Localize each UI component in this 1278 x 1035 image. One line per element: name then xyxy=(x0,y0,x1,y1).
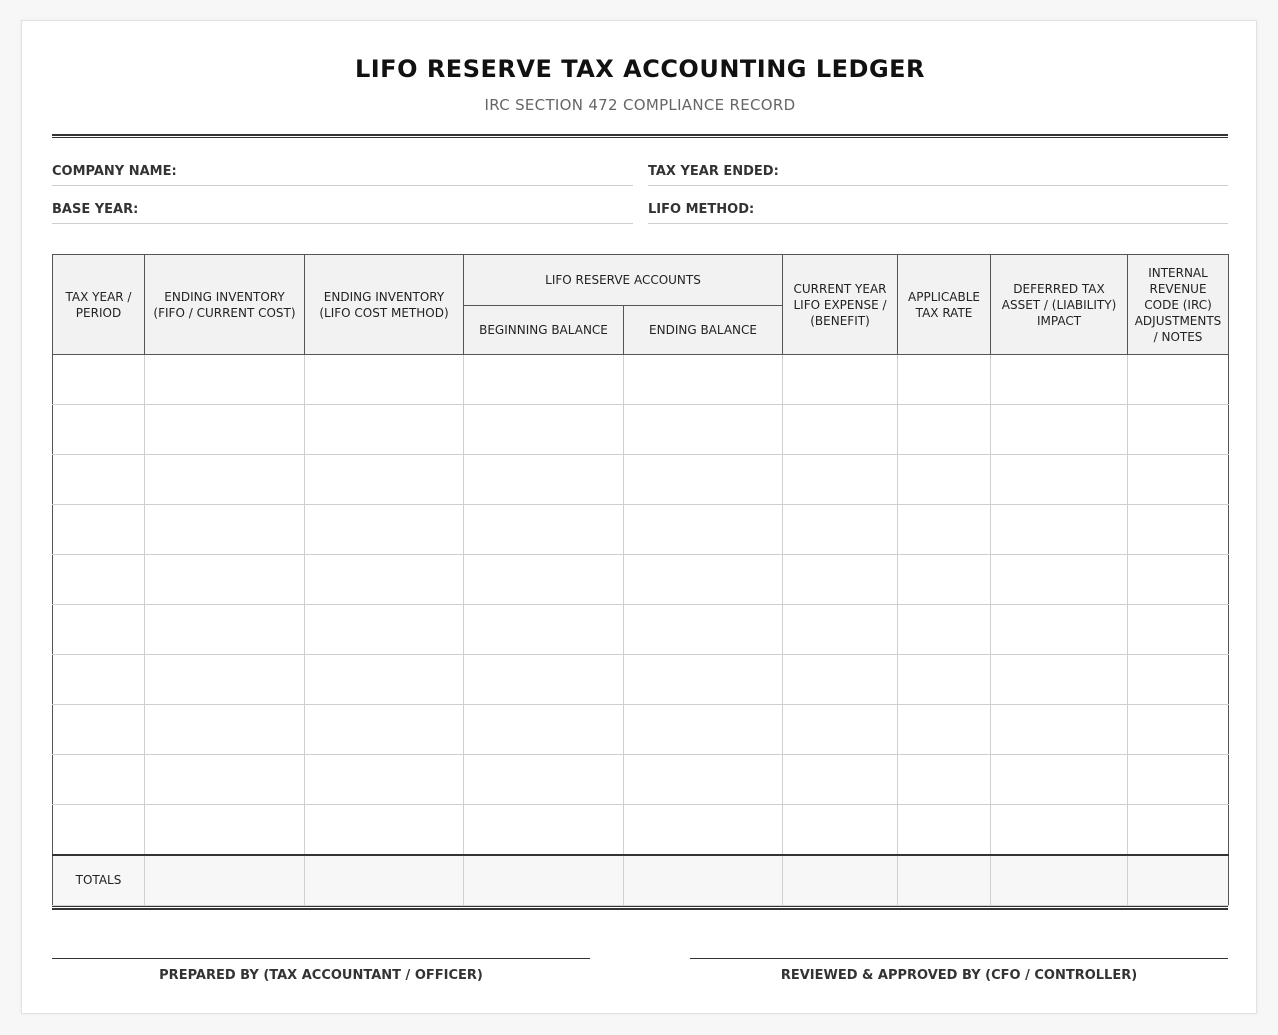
totals-row xyxy=(53,855,1229,906)
ledger-cell[interactable] xyxy=(1128,505,1229,555)
ledger-cell[interactable] xyxy=(783,755,898,805)
ledger-cell[interactable] xyxy=(783,405,898,455)
col-beginning-balance: BEGINNING BALANCE xyxy=(464,306,624,355)
tax-year-ended-label: TAX YEAR ENDED: xyxy=(648,164,779,179)
ledger-cell[interactable] xyxy=(624,805,783,855)
ledger-cell[interactable] xyxy=(898,605,991,655)
ledger-cell[interactable] xyxy=(991,355,1128,405)
ledger-cell[interactable] xyxy=(305,405,464,455)
ledger-cell[interactable] xyxy=(145,355,305,405)
ledger-cell[interactable] xyxy=(783,555,898,605)
ledger-cell[interactable] xyxy=(624,755,783,805)
ledger-cell[interactable] xyxy=(991,705,1128,755)
totals-cell[interactable] xyxy=(898,855,991,906)
ledger-cell[interactable] xyxy=(305,455,464,505)
ledger-table xyxy=(52,254,1229,906)
col-irc-notes: INTERNAL REVENUE CODE (IRC) ADJUSTMENTS / NOTES xyxy=(1128,255,1229,355)
ledger-cell[interactable] xyxy=(145,455,305,505)
page-title: LIFO RESERVE TAX ACCOUNTING LEDGER xyxy=(354,55,926,83)
ledger-cell[interactable] xyxy=(305,705,464,755)
ledger-cell[interactable] xyxy=(1128,405,1229,455)
table-row xyxy=(53,355,1229,405)
table-row xyxy=(53,505,1229,555)
totals-cell[interactable] xyxy=(464,855,624,906)
ledger-cell[interactable] xyxy=(624,555,783,605)
ledger-cell[interactable] xyxy=(53,705,145,755)
ledger-cell[interactable] xyxy=(991,555,1128,605)
prepared-by-signature[interactable]: PREPARED BY (TAX ACCOUNTANT / OFFICER) xyxy=(52,958,590,983)
totals-cell[interactable] xyxy=(624,855,783,906)
ledger-cell[interactable] xyxy=(53,755,145,805)
ledger-cell[interactable] xyxy=(53,355,145,405)
ledger-cell[interactable] xyxy=(624,455,783,505)
ledger-cell[interactable] xyxy=(783,505,898,555)
ledger-cell[interactable] xyxy=(464,455,624,505)
table-row xyxy=(53,655,1229,705)
ledger-cell[interactable] xyxy=(624,605,783,655)
ledger-cell[interactable] xyxy=(305,655,464,705)
table-row xyxy=(53,605,1229,655)
ledger-cell[interactable] xyxy=(464,505,624,555)
company-name-field[interactable] xyxy=(52,160,633,186)
ledger-cell[interactable] xyxy=(624,355,783,405)
ledger-cell[interactable] xyxy=(305,505,464,555)
col-ending-balance: ENDING BALANCE xyxy=(624,306,783,355)
ledger-cell[interactable] xyxy=(464,805,624,855)
ledger-cell[interactable] xyxy=(1128,755,1229,805)
ledger-cell[interactable] xyxy=(53,655,145,705)
ledger-cell[interactable] xyxy=(783,655,898,705)
page-subtitle: IRC SECTION 472 COMPLIANCE RECORD xyxy=(484,96,796,114)
ledger-cell[interactable] xyxy=(783,805,898,855)
ledger-cell[interactable] xyxy=(898,505,991,555)
reviewed-by-signature[interactable]: REVIEWED & APPROVED BY (CFO / CONTROLLER) xyxy=(690,958,1228,983)
ledger-cell[interactable] xyxy=(991,605,1128,655)
lifo-method-field[interactable] xyxy=(648,198,1228,224)
ledger-cell[interactable] xyxy=(53,455,145,505)
company-name-label: COMPANY NAME: xyxy=(52,164,177,179)
ledger-cell[interactable] xyxy=(305,555,464,605)
totals-cell[interactable] xyxy=(783,855,898,906)
ledger-cell[interactable] xyxy=(991,805,1128,855)
ledger-cell[interactable] xyxy=(1128,805,1229,855)
base-year-label: BASE YEAR: xyxy=(52,202,139,217)
ledger-cell[interactable] xyxy=(53,555,145,605)
lifo-method-label: LIFO METHOD: xyxy=(648,202,755,217)
ledger-cell[interactable] xyxy=(464,755,624,805)
ledger-cell[interactable] xyxy=(145,555,305,605)
ledger-cell[interactable] xyxy=(991,755,1128,805)
ledger-cell[interactable] xyxy=(1128,455,1229,505)
base-year-field[interactable] xyxy=(52,198,633,224)
table-row xyxy=(53,405,1229,455)
ledger-cell[interactable] xyxy=(464,655,624,705)
ledger-cell[interactable] xyxy=(783,605,898,655)
table-row xyxy=(53,555,1229,605)
col-ending-inventory-fifo: ENDING INVENTORY (FIFO / CURRENT COST) xyxy=(145,255,305,355)
ledger-cell[interactable] xyxy=(145,755,305,805)
ledger-cell[interactable] xyxy=(898,705,991,755)
ledger-cell[interactable] xyxy=(145,605,305,655)
ledger-cell[interactable] xyxy=(464,705,624,755)
ledger-sheet xyxy=(21,20,1257,1014)
ledger-cell[interactable] xyxy=(305,355,464,405)
ledger-cell[interactable] xyxy=(783,355,898,405)
table-row xyxy=(53,455,1229,505)
ledger-cell[interactable] xyxy=(783,455,898,505)
ledger-cell[interactable] xyxy=(145,505,305,555)
ledger-cell[interactable] xyxy=(898,455,991,505)
ledger-cell[interactable] xyxy=(464,355,624,405)
ledger-cell[interactable] xyxy=(464,555,624,605)
ledger-cell[interactable] xyxy=(145,405,305,455)
totals-cell[interactable] xyxy=(1128,855,1229,906)
table-bottom-rule xyxy=(52,906,1228,910)
ledger-cell[interactable] xyxy=(305,755,464,805)
ledger-cell[interactable] xyxy=(898,655,991,705)
ledger-cell[interactable] xyxy=(991,655,1128,705)
ledger-cell[interactable] xyxy=(624,505,783,555)
ledger-cell[interactable] xyxy=(145,655,305,705)
ledger-cell[interactable] xyxy=(991,455,1128,505)
col-tax-rate: APPLICABLE TAX RATE xyxy=(898,255,991,355)
ledger-cell[interactable] xyxy=(898,405,991,455)
ledger-cell[interactable] xyxy=(783,705,898,755)
col-group-lifo-reserve: LIFO RESERVE ACCOUNTS xyxy=(464,255,783,306)
ledger-cell[interactable] xyxy=(1128,555,1229,605)
ledger-cell[interactable] xyxy=(898,555,991,605)
ledger-cell[interactable] xyxy=(53,805,145,855)
ledger-cell[interactable] xyxy=(464,605,624,655)
table-row xyxy=(53,755,1229,805)
totals-cell[interactable] xyxy=(145,855,305,906)
col-current-year-expense: CURRENT YEAR LIFO EXPENSE / (BENEFIT) xyxy=(783,255,898,355)
ledger-cell[interactable] xyxy=(898,755,991,805)
ledger-cell[interactable] xyxy=(1128,355,1229,405)
col-deferred-tax: DEFERRED TAX ASSET / (LIABILITY) IMPACT xyxy=(991,255,1128,355)
ledger-body xyxy=(53,355,1229,906)
ledger-cell[interactable] xyxy=(305,805,464,855)
totals-label: TOTALS xyxy=(53,855,145,906)
col-ending-inventory-lifo: ENDING INVENTORY (LIFO COST METHOD) xyxy=(305,255,464,355)
totals-cell[interactable] xyxy=(305,855,464,906)
totals-cell[interactable] xyxy=(991,855,1128,906)
ledger-cell[interactable] xyxy=(898,355,991,405)
ledger-cell[interactable] xyxy=(898,805,991,855)
ledger-cell[interactable] xyxy=(53,605,145,655)
ledger-cell[interactable] xyxy=(53,405,145,455)
ledger-cell[interactable] xyxy=(53,505,145,555)
ledger-cell[interactable] xyxy=(145,705,305,755)
ledger-cell[interactable] xyxy=(464,405,624,455)
ledger-cell[interactable] xyxy=(1128,605,1229,655)
ledger-cell[interactable] xyxy=(624,405,783,455)
ledger-cell[interactable] xyxy=(624,705,783,755)
col-tax-year: TAX YEAR / PERIOD xyxy=(53,255,145,355)
ledger-cell[interactable] xyxy=(991,505,1128,555)
ledger-cell[interactable] xyxy=(624,655,783,705)
ledger-cell[interactable] xyxy=(1128,655,1229,705)
table-row xyxy=(53,805,1229,855)
tax-year-ended-field[interactable] xyxy=(648,160,1228,186)
ledger-cell[interactable] xyxy=(991,405,1128,455)
ledger-cell[interactable] xyxy=(145,805,305,855)
table-row xyxy=(53,705,1229,755)
ledger-cell[interactable] xyxy=(1128,705,1229,755)
header-divider xyxy=(52,134,1228,138)
ledger-cell[interactable] xyxy=(305,605,464,655)
